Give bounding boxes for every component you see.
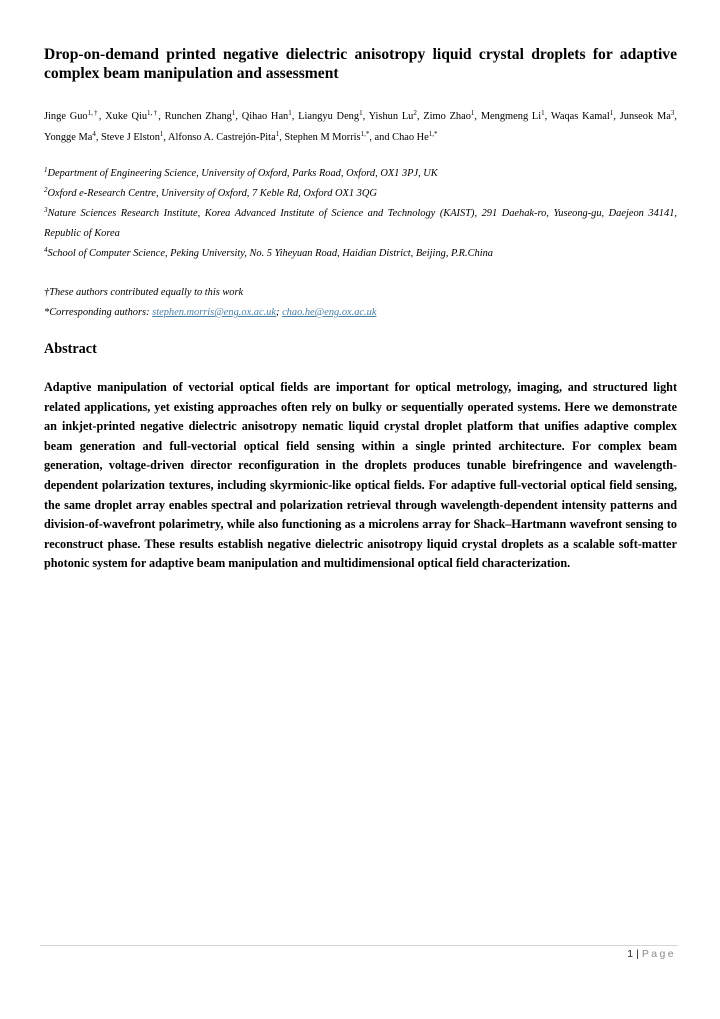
author-affiliation-marker: 1,* [428,130,438,138]
author-notes [44,283,677,323]
author-affiliation-marker: 4 [92,130,96,138]
author-affiliation-marker: 1,† [147,109,159,117]
author-separator: , [613,111,620,122]
author-name: Xuke Qiu [105,111,148,122]
page-footer [627,948,676,960]
author-name: Yishun Lu [368,111,414,122]
affiliation-text: Department of Engineering Science, University of Oxford, Parks Road, Oxford, OX1 3PJ, UK [47,168,438,179]
author-separator: , [674,111,677,122]
author-name: Steve J Elston [101,132,160,143]
author-name: Chao He [392,132,429,143]
affiliation-text: Nature Sciences Research Institute, Korea Advanced Institute of Science and Technology (KAIST), 291 Daehak-ro, Yuseong-gu, Daejeon 34141, Republic of Korea [44,208,677,239]
affiliation-number: 4 [44,246,48,254]
page-number: 1 [627,948,634,960]
author-affiliation-marker: 1 [470,109,475,117]
author-affiliation-marker: 1 [541,109,545,117]
author-separator: , and [369,132,393,143]
author-separator: , [279,132,285,143]
affiliation-3 [44,204,677,244]
footer-divider [40,945,678,946]
author-name: Liangyu Deng [298,111,360,122]
author-affiliation-marker: 1 [159,130,164,138]
author-affiliation-marker: 1,* [360,130,370,138]
author-separator: , [235,111,242,122]
affiliation-text: Oxford e-Research Centre, University of Oxford, 7 Keble Rd, Oxford OX1 3QG [47,188,377,199]
author-separator: , [98,111,106,122]
affiliation-list [44,164,677,264]
corresponding-authors-note [44,303,677,323]
abstract-heading: Abstract [44,341,97,357]
author-affiliation-marker: 1 [359,109,363,117]
email-link-he[interactable]: chao.he@eng.ox.ac.uk [282,307,377,318]
abstract-body: Adaptive manipulation of vectorial optical fields are important for optical metrology, imaging, and structured light related applications, yet existing approaches often rely on bulky or sequentially operated systems. Here we demonstrate an inkjet-printed negative dielectric anisotropy nematic liquid crystal droplet platform that unifies adaptive complex beam generation and full-vectorial optical field sensing within a single printed architecture. For complex beam generation, voltage-driven director reconfiguration in the droplets produces tunable birefringence and wavelength-dependent polarization textures, including skyrmionic-like optical fields. For adaptive full-vectorial optical field sensing, the same droplet array enables spectral and polarization retrieval through wavelength-dependent intensity patterns and division-of-wavefront polarimetry, while also functioning as a microlens array for Shack–Hartmann wavefront sensing to reconstruct phase. These results establish negative dielectric anisotropy liquid crystal droplets as a scalable soft-matter photonic system for adaptive beam manipulation and multidimensional optical field characterization. [44,380,677,571]
author-affiliation-marker: 1 [609,109,614,117]
author-separator: , [362,111,369,122]
email-separator: ; [276,307,283,318]
page-label: Page [641,948,676,960]
author-name: Alfonso A. Castrejón-Pita [168,132,276,143]
corresponding-label: *Corresponding authors: [44,307,153,318]
footer-separator: | [636,948,639,960]
affiliation-4 [44,244,677,264]
equal-contribution-note: †These authors contributed equally to this work [44,287,244,298]
author-separator: , [291,111,299,122]
affiliation-number: 3 [44,206,48,214]
author-affiliation-marker: 2 [413,109,417,117]
author-separator: , [544,111,551,122]
author-name: Qihao Han [241,111,289,122]
author-name: Junseok Ma [619,111,671,122]
affiliation-1 [44,164,677,184]
affiliation-number: 1 [44,166,48,174]
author-affiliation-marker: 1 [275,130,280,138]
author-affiliation-marker: 1 [288,109,292,117]
author-name: Runchen Zhang [164,111,232,122]
author-name: Zimo Zhao [423,111,471,122]
author-affiliation-marker: 3 [670,109,675,117]
affiliation-2 [44,184,677,204]
author-name: Yongge Ma [44,132,93,143]
email-link-morris[interactable]: stephen.morris@eng.ox.ac.uk [152,307,276,318]
author-name: Waqas Kamal [550,111,610,122]
paper-title: Drop-on-demand printed negative dielectric anisotropy liquid crystal droplets for adaptive complex beam manipulation and assessment [44,46,677,82]
author-affiliation-marker: 1 [231,109,236,117]
author-name: Stephen M Morris [284,132,361,143]
author-name: Jinge Guo [44,111,88,122]
author-affiliation-marker: 1,† [87,109,99,117]
author-name: Mengmeng Li [480,111,542,122]
author-separator: , [474,111,481,122]
affiliation-number: 2 [44,186,48,194]
affiliation-text: School of Computer Science, Peking University, No. 5 Yiheyuan Road, Haidian District, Beijing, P.R.China [47,248,493,259]
author-list [44,106,677,148]
author-separator: , [95,132,102,143]
author-separator: , [163,132,169,143]
author-separator: , [158,111,165,122]
author-separator: , [416,111,424,122]
